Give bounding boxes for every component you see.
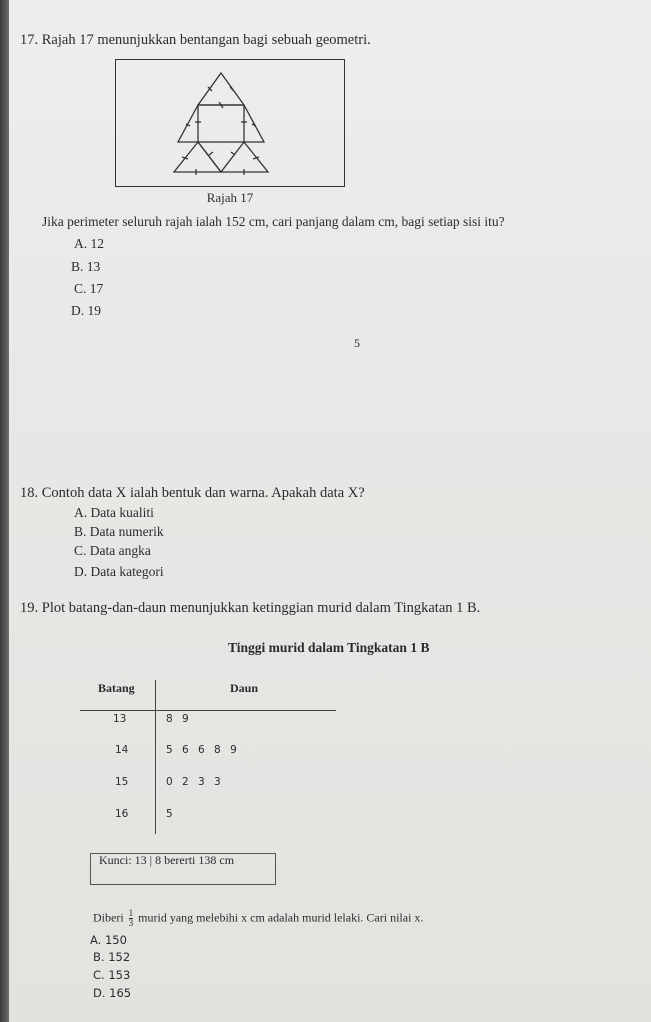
fraction-numerator: 1 bbox=[128, 908, 134, 918]
leaves-16: 5 bbox=[166, 808, 173, 820]
question-17-prompt: Jika perimeter seluruh rajah ialah 152 cm, cari panjang dalam cm, bagi setiap sisi itu? bbox=[42, 214, 505, 229]
figure-17-caption: Rajah 17 bbox=[206, 190, 254, 205]
fraction-one-third bbox=[129, 909, 134, 928]
leaves-15: 0 2 3 3 bbox=[166, 776, 221, 788]
fraction-denominator: 3 bbox=[128, 918, 134, 928]
leaves-14: 5 6 6 8 9 bbox=[166, 744, 237, 756]
q18-option-a[interactable]: A. Data kualiti bbox=[74, 505, 154, 520]
prompt-before: Diberi bbox=[93, 910, 124, 925]
question-19-prompt bbox=[93, 909, 423, 928]
stem-14: 14 bbox=[115, 744, 129, 756]
question-19-text: 19. Plot batang-dan-daun menunjukkan ketinggian murid dalam Tingkatan 1 B. bbox=[20, 600, 481, 616]
q19-option-d[interactable]: D. 165 bbox=[93, 986, 132, 1000]
question-17-text: 17. Rajah 17 menunjukkan bentangan bagi sebuah geometri. bbox=[20, 32, 371, 48]
q17-option-a[interactable]: A. 12 bbox=[74, 236, 104, 251]
plot-key-text: Kunci: 13 | 8 bererti 138 cm bbox=[99, 853, 235, 867]
q19-option-c[interactable]: C. 153 bbox=[93, 968, 131, 982]
stem-16: 16 bbox=[115, 808, 129, 820]
leaves-13: 8 9 bbox=[166, 713, 189, 725]
stem-column-header: Batang bbox=[98, 681, 135, 695]
figure-17-geometric-net bbox=[115, 59, 345, 205]
stem-13: 13 bbox=[113, 713, 127, 725]
page-number: 5 bbox=[354, 336, 360, 350]
q17-option-d[interactable]: D. 19 bbox=[71, 303, 101, 318]
plot-header-divider bbox=[80, 710, 336, 711]
stem-15: 15 bbox=[115, 776, 129, 788]
q17-option-b[interactable]: B. 13 bbox=[71, 259, 101, 274]
q19-option-a[interactable]: A. 150 bbox=[90, 933, 127, 947]
q18-option-d[interactable]: D. Data kategori bbox=[74, 564, 164, 579]
page-edge-shadow bbox=[0, 0, 9, 1022]
stem-leaf-plot-title: Tinggi murid dalam Tingkatan 1 B bbox=[228, 640, 430, 655]
leaf-column-header: Daun bbox=[230, 681, 259, 695]
q19-option-b[interactable]: B. 152 bbox=[93, 950, 131, 964]
plot-key-box bbox=[90, 853, 276, 885]
q17-option-c[interactable]: C. 17 bbox=[74, 281, 104, 296]
geometric-net-drawing bbox=[116, 60, 344, 186]
plot-stem-divider bbox=[155, 680, 156, 834]
question-18-text: 18. Contoh data X ialah bentuk dan warna. Apakah data X? bbox=[20, 485, 365, 501]
q18-option-b[interactable]: B. Data numerik bbox=[74, 524, 164, 539]
prompt-after: murid yang melebihi x cm adalah murid lelaki. Cari nilai x. bbox=[138, 910, 424, 925]
q18-option-c[interactable]: C. Data angka bbox=[74, 543, 151, 558]
